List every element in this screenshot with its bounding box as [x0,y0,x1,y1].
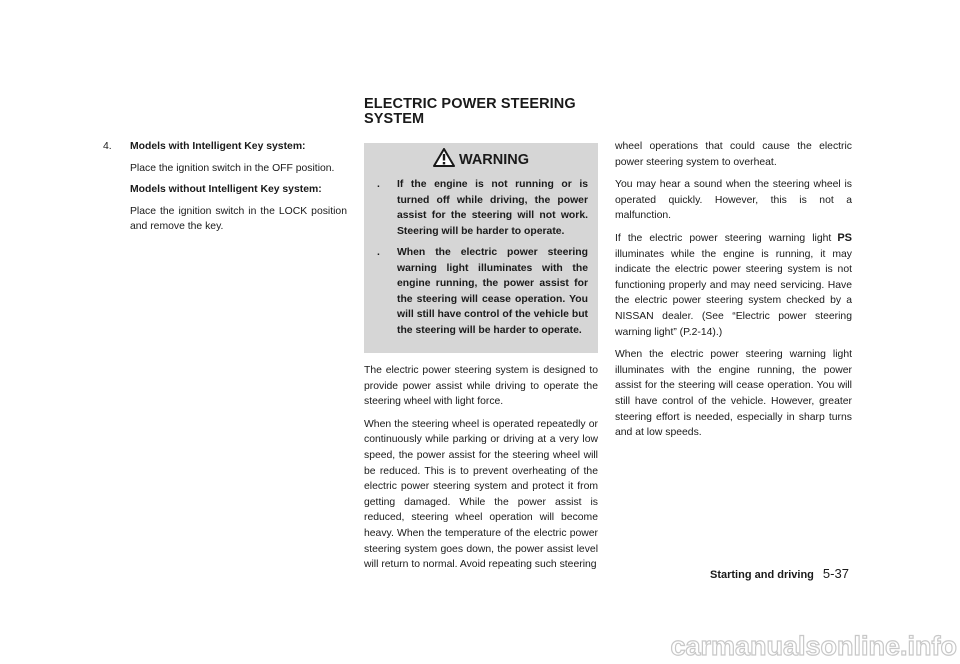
warning-triangle-icon [433,148,455,167]
paragraph: wheel operations that could cause the electric power steering system to overheat. [615,141,852,168]
bullet: . [377,247,380,258]
page-number: 5-37 [822,566,849,581]
watermark-text: carmanualsonline.info [670,631,957,661]
watermark-logo [585,630,960,664]
warning-item-text: When the electric power steering warning light illuminates with the engine running, the power assist for the steering will cease operation. You will still have control of the vehicle but the steering will be harder to operate. [397,247,588,336]
middle-column [364,143,598,580]
left-column [103,139,347,241]
warning-item [374,245,588,338]
step-number: 4. [103,141,112,152]
step-item [103,139,347,241]
paragraph: When the steering wheel is operated repeatedly or continuously while parking or driving at a very low speed, the power assist for the steering wheel will be reduced. This is to prevent overheating of the electric power steering system and protect it from getting damaged. While the power assist is reduced, steering wheel operation will become heavy. When the temperature of the electric power steering system goes down, the power assist level will return to normal. Avoid repeating such steering [364,418,598,571]
warning-box [364,143,598,353]
paragraph: When the electric power steering warning light illuminates with the engine running, the power assist for the steering will cease operation. You will still have control of the vehicle. However, greater steering effort is needed, especially in sharp turns and at low speeds. [615,349,852,439]
paragraph-end: illuminates while the engine is running, it may indicate the electric power steering system is not functioning properly and may need servicing. Have the electric power steering system checked by a NISSAN dealer. (See “Electric power steering warning light” (P.2-14).) [615,248,852,338]
paragraph: The electric power steering system is designed to provide power assist while driving to operate the steering wheel with light force. [364,365,598,408]
paragraph: You may hear a sound when the steering wheel is operated quickly. However, this is not a malfunction. [615,179,852,222]
warning-light-paragraph [615,231,852,340]
warning-item [374,177,588,239]
warning-title: WARNING [458,152,530,168]
page-footer [710,566,849,581]
bullet: . [377,179,380,190]
section-heading: ELECTRIC POWER STEERING SYSTEM [364,96,576,127]
model-with-key-heading: Models with Intelligent Key system: [130,141,306,152]
right-column [615,139,852,448]
model-without-key-heading: Models without Intelligent Key system: [130,184,322,196]
model-without-key-text: Place the ignition switch in the LOCK position and remove the key. [130,205,347,233]
paragraph-start: If the electric power steering warning light [615,232,832,244]
warning-item-text: If the engine is not running or is turned off while driving, the power assist for the steering will not work. Steering will be harder to operate. [397,179,588,237]
warning-header [374,148,588,171]
power-steering-warning-icon: PS [837,231,852,244]
chapter-name: Starting and driving [710,569,814,581]
model-with-key-text: Place the ignition switch in the OFF position. [130,162,335,174]
